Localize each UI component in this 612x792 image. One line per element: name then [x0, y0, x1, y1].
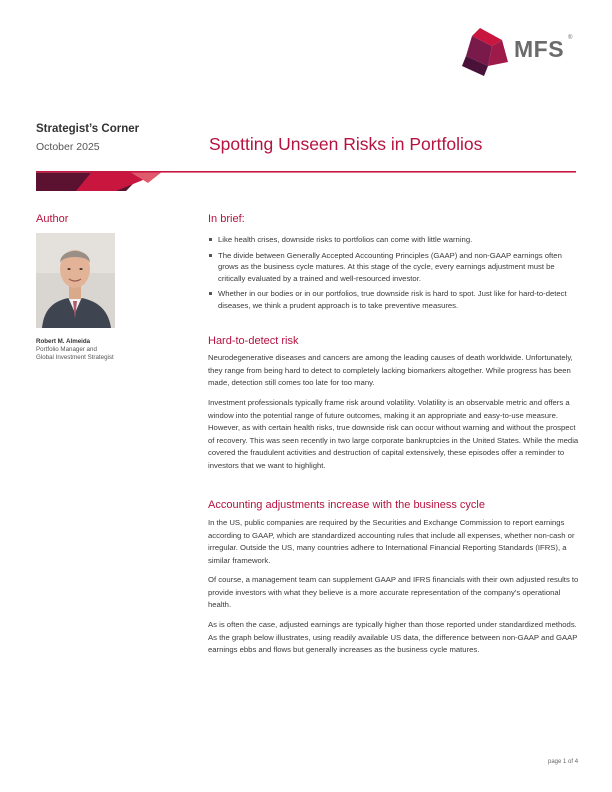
author-photo — [36, 233, 115, 328]
body-paragraph: In the US, public companies are required by the Securities and Exchange Commission to report earnings according to GAAP, which are standardized accounting rules that include all expenses, whether non-cash or irregular. Outside the US, many countries adhere to International Financial Reporting Standards (IFRS), a similar framework. — [208, 518, 575, 565]
section-heading-accounting-adjustments: Accounting adjustments increase with the business cycle — [208, 499, 485, 511]
list-item: Like health crises, downside risks to portfolios can come with little warning. — [208, 234, 580, 246]
author-role: Global Investment Strategist — [36, 354, 114, 361]
body-paragraph: Investment professionals typically frame risk around volatility. Volatility is an observable metric and offers a window into the potential range of future outcomes, making it an appropriate and easy-to-use measure. However, as with certain health risks, true downside risk can occur without warning and without the prospect of recovery. This was seen recently in two large corporate bankruptcies in the United States. While the media covered the fraudulent activities and destruction of capital extensively, these episodes offer a reminder to investors that we want to highlight. — [208, 398, 579, 470]
body-paragraph: Of course, a management team can supplement GAAP and IFRS financials with their own adjusted results to provide investors with what they believe is a more accurate representation of the company’s operational health. — [208, 575, 579, 609]
in-brief-heading: In brief: — [208, 213, 245, 225]
header-banner — [36, 171, 576, 191]
section-heading-hard-to-detect-risk: Hard-to-detect risk — [208, 335, 299, 347]
body-paragraph: As is often the case, adjusted earnings are typically higher than those reported under standardized methods. As the graph below illustrates, using readily available US data, the difference between non-GAAP and GAAP earnings ebbs and flows but generally increases as the business cycle matures. — [208, 620, 578, 654]
author-portrait-icon — [36, 233, 115, 328]
author-heading: Author — [36, 213, 69, 225]
mfs-logo — [458, 26, 578, 78]
logo-text: MFS — [514, 36, 565, 62]
list-item: Whether in our bodies or in our portfolios, true downside risk is hard to spot. Just like for hard-to-detect diseases, we think a prudent approach is to take preventive measures. — [208, 288, 580, 311]
logo-registered-mark: ® — [568, 35, 573, 41]
list-item: The divide between Generally Accepted Accounting Principles (GAAP) and non-GAAP earnings often grows as the business cycle matures. At this stage of the cycle, every earnings adjustment must be critically evaluated by a trained and well-resourced investor. — [208, 250, 580, 285]
author-name: Robert M. Almeida — [36, 338, 91, 345]
mfs-logo-mark-icon — [458, 26, 514, 78]
page-title: Spotting Unseen Risks in Portfolios — [209, 134, 483, 154]
body-paragraph: Neurodegenerative diseases and cancers are among the leading causes of death worldwide. Unfortunately, they range from being hard to detect to completely lacking biomarkers altogether. While progress has been made, detection still comes too late for too many. — [208, 353, 573, 387]
in-brief-list — [208, 234, 580, 315]
page-number: page 1 of 4 — [548, 759, 579, 765]
author-role: Portfolio Manager and — [36, 346, 97, 353]
series-label: Strategist’s Corner — [36, 123, 140, 135]
publication-date: October 2025 — [36, 141, 100, 153]
